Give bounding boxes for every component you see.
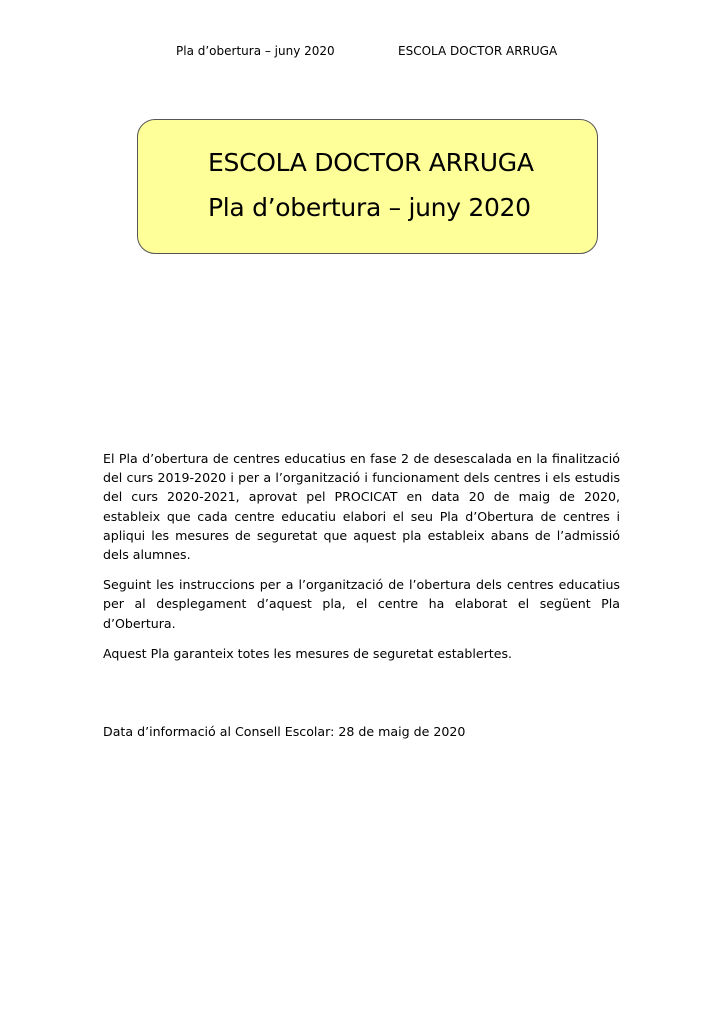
title-school-name: ESCOLA DOCTOR ARRUGA (208, 148, 534, 177)
paragraph-instructions: Seguint les instruccions per a l’organització de l’obertura dels centres educatius per al desplegament d’aquest pla, el centre ha elaborat el següent Pla d’Obertura. (103, 577, 620, 631)
page-header (0, 44, 725, 64)
header-document-title: Pla d’obertura – juny 2020 (176, 44, 335, 58)
paragraph-guarantee: Aquest Pla garanteix totes les mesures de seguretat establertes. (103, 645, 513, 661)
title-plan-name: Pla d’obertura – juny 2020 (208, 193, 531, 222)
paragraph-intro: El Pla d’obertura de centres educatius en fase 2 de desescalada en la finalització del curs 2019-2020 i per a l’organització i funcionament dels centres i els estudis del curs 2020-2021, aprovat pel PROCICAT en data 20 de maig de 2020, estableix que cada centre educatiu elabori el seu Pla d’Obertura de centres i apliqui les mesures de seguretat que aquest pla estableix abans de l’admissió dels alumnes. (103, 451, 620, 563)
council-information-date: Data d’informació al Consell Escolar: 28 de maig de 2020 (103, 724, 466, 739)
title-box (137, 119, 598, 254)
body-text (103, 449, 620, 674)
header-school-name: ESCOLA DOCTOR ARRUGA (398, 44, 558, 58)
